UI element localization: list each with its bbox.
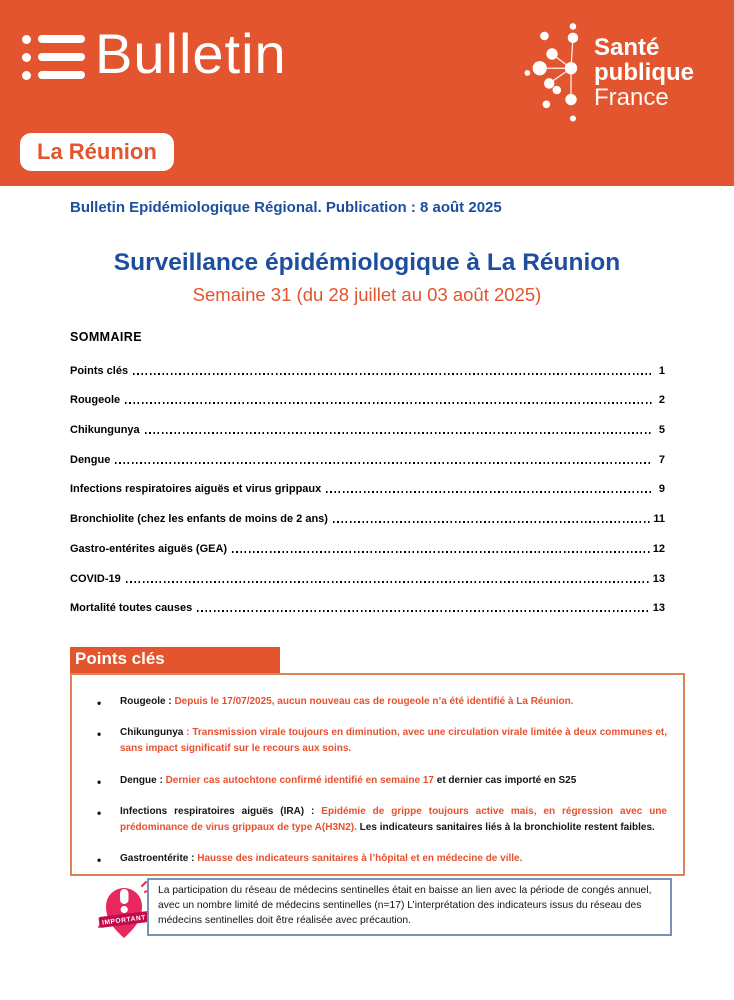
toc-entry-label: Mortalité toutes causes [70, 602, 193, 615]
table-of-contents [70, 330, 665, 622]
toc-entry[interactable] [70, 503, 665, 533]
toc-entry[interactable] [70, 385, 665, 415]
toc-entry-page: 7 [658, 453, 665, 466]
toc-dot-leader [197, 610, 649, 612]
spf-line2: publique [594, 58, 694, 86]
toc-dot-leader [145, 432, 652, 434]
toc-entry[interactable] [70, 533, 665, 563]
toc-entry-page: 5 [658, 424, 665, 437]
sante-publique-france-logo [522, 16, 694, 128]
page-title: Surveillance épidémiologique à La Réunion [113, 249, 621, 276]
toc-dot-leader [333, 521, 650, 523]
key-point-item [72, 851, 667, 867]
toc-heading: SOMMAIRE [70, 330, 142, 344]
toc-entry-page: 1 [658, 364, 665, 377]
toc-dot-leader [133, 373, 652, 375]
key-point-segment: Rougeole : [120, 696, 175, 707]
toc-entry[interactable] [70, 414, 665, 444]
toc-rows [70, 355, 665, 622]
toc-dot-leader [326, 491, 652, 493]
toc-entry-page: 2 [658, 394, 665, 407]
week-subtitle: Semaine 31 (du 28 juillet au 03 août 2025) [192, 284, 542, 305]
key-point-segment: Dernier cas autochtone confirmé identifié en semaine 17 [165, 774, 434, 786]
toc-entry-page: 13 [652, 572, 665, 585]
toc-entry[interactable] [70, 593, 665, 623]
key-point-segment: Gastroentérite : [120, 853, 198, 865]
toc-entry-label: Rougeole [70, 394, 121, 407]
bulletin-wordmark: Bulletin [95, 22, 287, 85]
toc-entry-label: Bronchiolite (chez les enfants de moins de 2 ans) [70, 513, 328, 526]
toc-entry[interactable] [70, 563, 665, 593]
toc-entry[interactable] [70, 355, 665, 385]
toc-entry[interactable] [70, 474, 665, 504]
toc-dot-leader [115, 462, 652, 464]
sentinel-notice [98, 878, 672, 940]
spf-wordmark [594, 35, 694, 110]
notice-text-box: La participation du réseau de médecins sentinelles était en baisse an lien avec la période de congés annuel, avec un nombre limité de médecins sentinelles (n=17) L’interprétation des indicateurs issus du réseau des médecins sentinelles doit être réalisée avec précaution. [147, 878, 672, 936]
toc-entry-label: Points clés [70, 364, 129, 377]
toc-dot-leader [126, 581, 650, 583]
toc-entry-page: 11 [653, 513, 665, 526]
list-icon [22, 35, 85, 80]
key-point-segment: et dernier cas importé en S25 [433, 774, 577, 786]
important-stamp-icon [98, 880, 150, 940]
region-badge: La Réunion [20, 133, 174, 171]
key-point-segment: Chikungunya [120, 727, 184, 739]
key-points-list [72, 675, 683, 867]
toc-entry-label: Chikungunya [70, 424, 140, 437]
bulletin-logo [22, 22, 287, 85]
key-point-item [72, 804, 667, 836]
toc-entry-label: Dengue [70, 453, 111, 466]
toc-dot-leader [125, 402, 652, 404]
key-point-item [72, 725, 667, 757]
key-points-heading: Points clés [70, 647, 280, 673]
spf-line3: France [594, 83, 669, 111]
key-point-segment: Dengue : [120, 774, 166, 786]
key-points-box [70, 673, 685, 876]
key-point-item [72, 773, 667, 789]
toc-dot-leader [232, 551, 650, 553]
key-point-item [72, 694, 667, 710]
toc-entry-label: COVID-19 [70, 572, 121, 585]
important-stamp-label: IMPORTANT [101, 914, 147, 927]
toc-entry[interactable] [70, 444, 665, 474]
key-point-segment: Infections respiratoires aiguës (IRA) : [120, 805, 322, 817]
toc-entry-label: Gastro-entérites aiguës (GEA) [70, 542, 228, 555]
key-point-segment: Hausse des indicateurs sanitaires à l’hôpital et en médecine de ville. [197, 853, 523, 865]
toc-entry-page: 9 [658, 483, 665, 496]
key-point-segment: Depuis le 17/07/2025, aucun nouveau cas de rougeole n’a été identifié à La Réunion. [174, 696, 574, 707]
toc-entry-page: 13 [652, 602, 665, 615]
spf-line1: Santé [594, 33, 660, 61]
toc-entry-page: 12 [652, 542, 665, 555]
publication-line: Bulletin Epidémiologique Régional. Publication : 8 août 2025 [70, 199, 502, 216]
header-band [0, 0, 734, 186]
key-point-segment: : Transmission virale toujours en diminution, avec une circulation virale limitée à deux communes et, sans impact significatif sur le recours aux soins. [120, 727, 667, 755]
toc-entry-label: Infections respiratoires aiguës et virus grippaux [70, 483, 322, 496]
key-point-segment: Epidémie de grippe toujours active mais, en régression avec une prédominance de virus grippaux de type A(H3N2). [120, 805, 667, 833]
key-point-segment: Les indicateurs sanitaires liés à la bronchiolite restent faibles. [356, 821, 655, 833]
spf-network-icon [522, 16, 584, 128]
